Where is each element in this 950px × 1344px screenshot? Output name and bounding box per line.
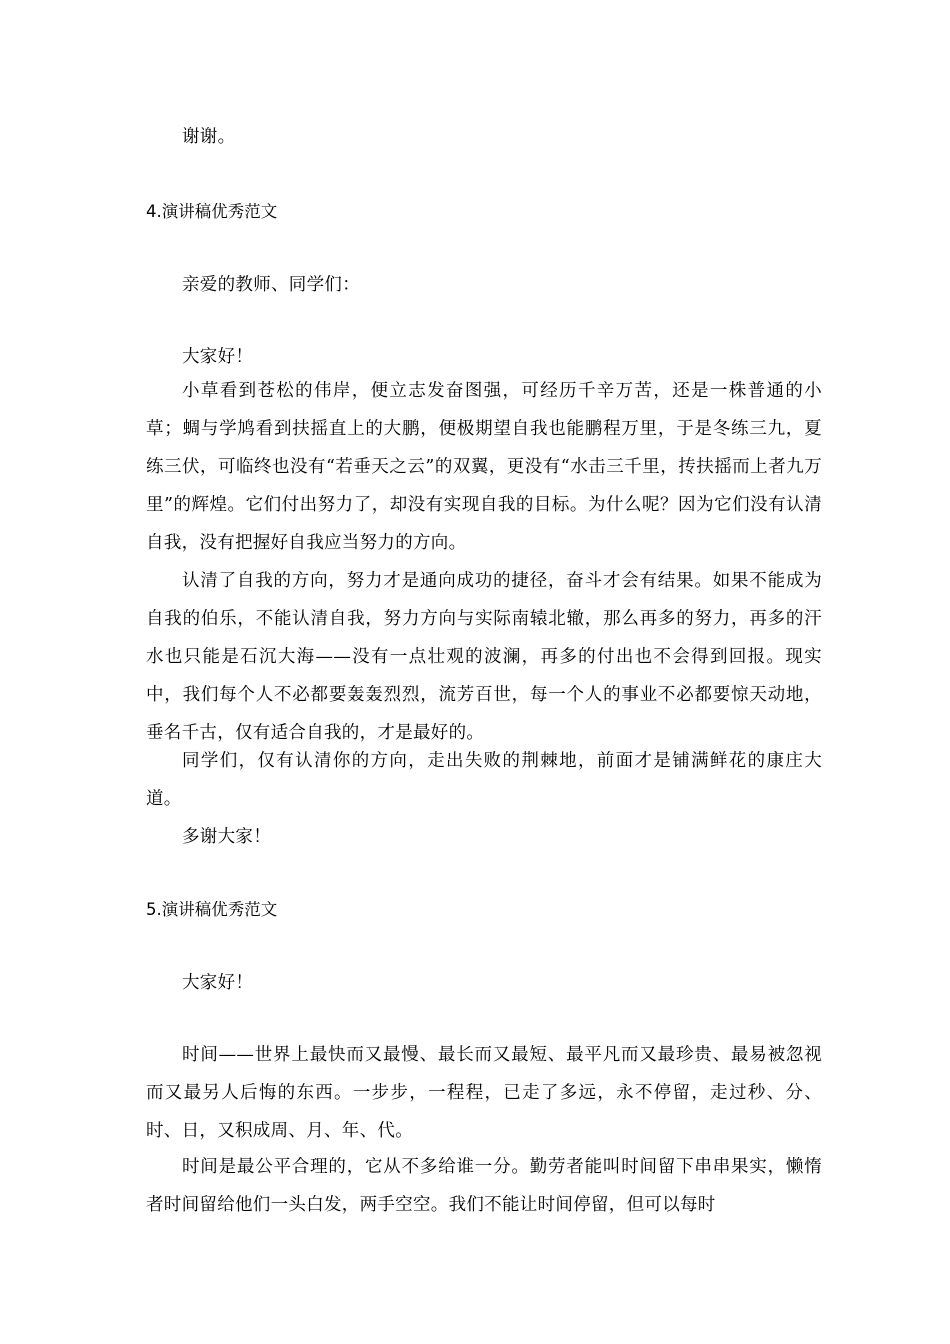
section-5-greeting: 大家好！ <box>182 973 254 993</box>
section-4-paragraph-3: 同学们，仅有认清你的方向，走出失败的荆棘地，前面才是铺满鲜花的康庄大道。 <box>146 751 822 809</box>
section-5-paragraph-2: 时间是最公平合理的，它从不多给谁一分。勤劳者能叫时间留下串串果实，懒惰者时间留给他们一头白发，两手空空。我们不能让时间停留，但可以每时 <box>146 1157 822 1215</box>
section-4-paragraph-2: 认清了自我的方向，努力才是通向成功的捷径，奋斗才会有结果。如果不能成为自我的伯乐，不能认清自我，努力方向与实际南辕北辙，那么再多的努力，再多的汗水也只能是石沉大海——没有一点壮观的波澜，再多的付出也不会得到回报。现实中，我们每个人不必都要轰轰烈烈，流芳百世，每一个人的事业不必都要惊天动地，垂名千古，仅有适合自我的，才是最好的。 <box>146 571 822 743</box>
section-4-closing: 多谢大家！ <box>182 827 271 847</box>
section-5-heading: 5.演讲稿优秀范文 <box>146 900 278 919</box>
section-4-greeting: 大家好！ <box>182 347 254 367</box>
section-4-heading: 4.演讲稿优秀范文 <box>146 202 278 221</box>
section-5-paragraph-1: 时间——世界上最快而又最慢、最长而又最短、最平凡而又最珍贵、最易被忽视而又最另人后悔的东西。一步步，一程程，已走了多远，永不停留，走过秒、分、时、日，又积成周、月、年、代。 <box>146 1045 822 1141</box>
section-4-paragraph-1: 小草看到苍松的伟岸，便立志发奋图强，可经历千辛万苦，还是一株普通的小草；蜩与学鸠看到扶摇直上的大鹏，便极期望自我也能鹏程万里，于是冬练三九，夏练三伏，可临终也没有“若垂天之云”的双翼，更没有“水击三千里，抟扶摇而上者九万里”的辉煌。它们付出努力了，却没有实现自我的目标。为什么呢？因为它们没有认清自我，没有把握好自我应当努力的方向。 <box>146 381 822 553</box>
section-4-salutation: 亲爱的教师、同学们： <box>182 275 360 295</box>
thanks-line: 谢谢。 <box>182 127 236 147</box>
